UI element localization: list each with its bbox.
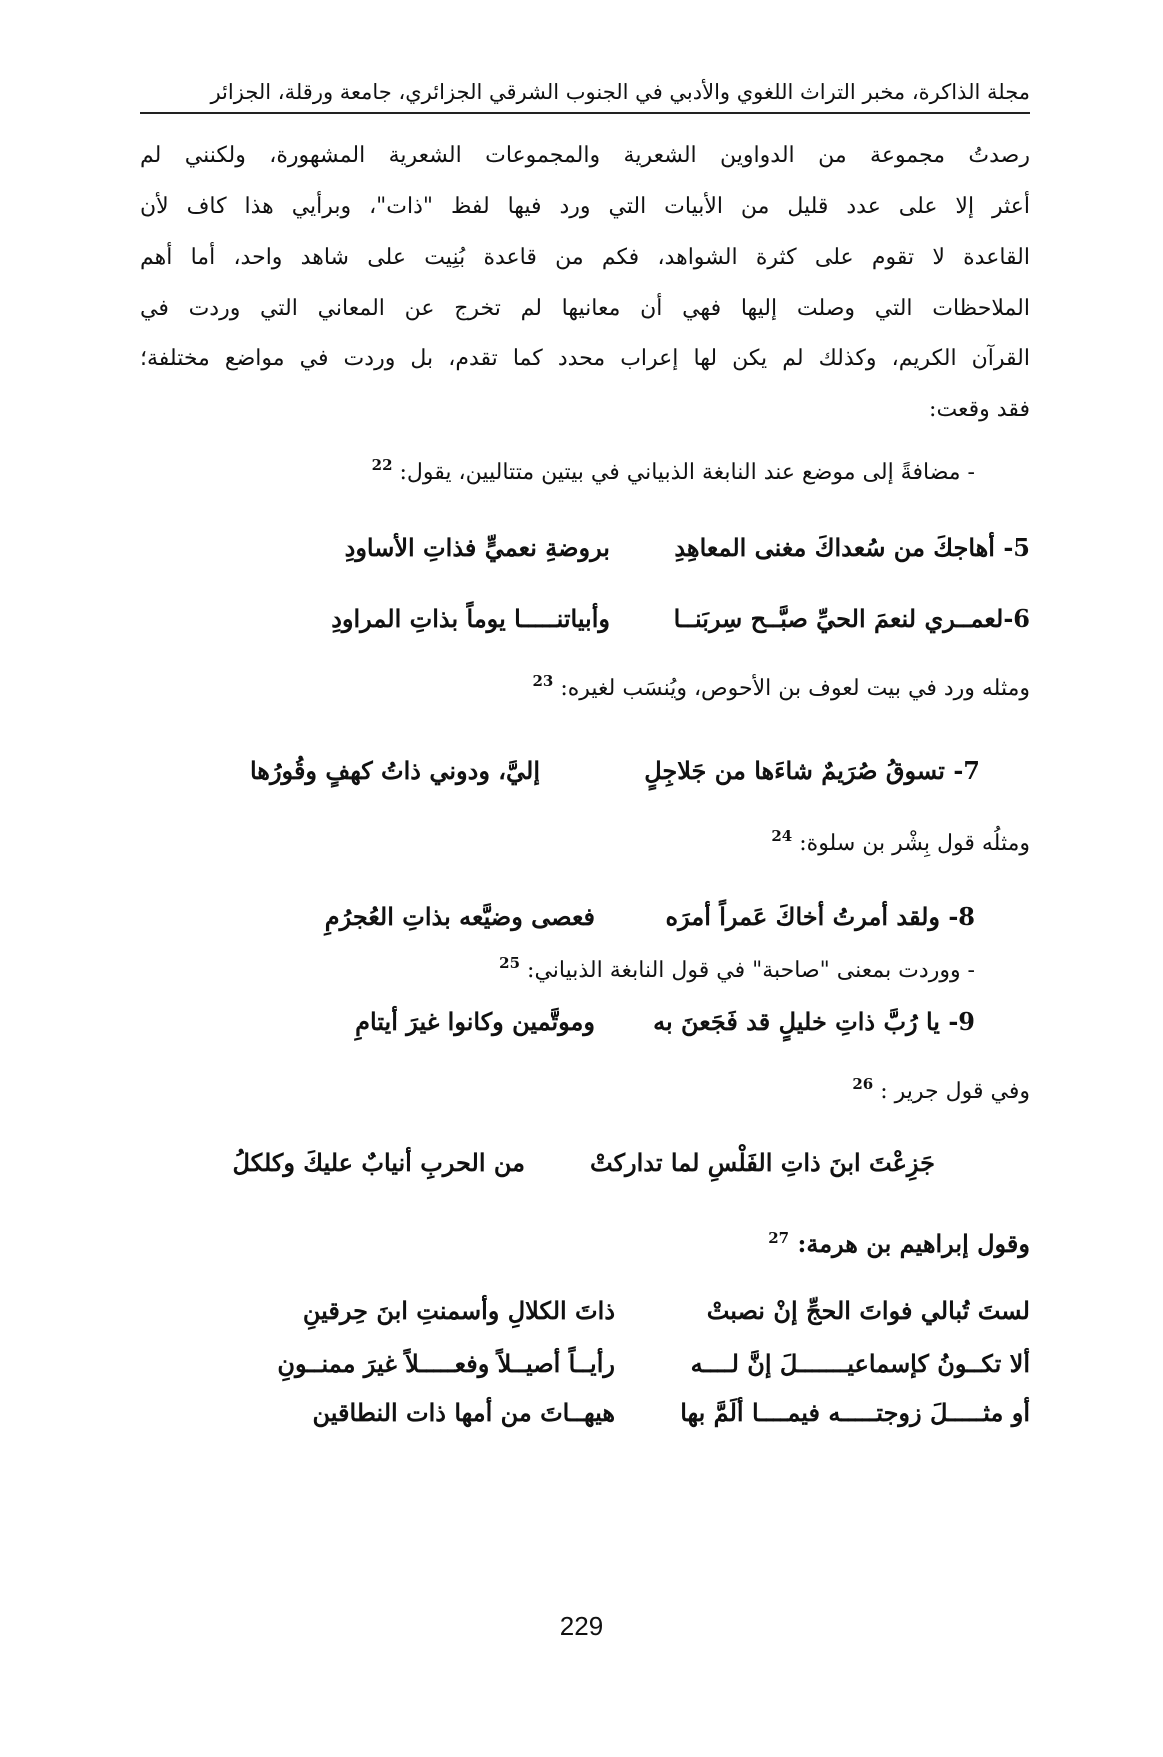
list-item-idafa: [140, 456, 1030, 490]
paragraph-line: القرآن الكريم، وكذلك لم يكن لها إعراب محدد كما تقدم، بل وردت في مواضع مختلفة؛: [140, 346, 1030, 371]
footnote-marker: 22: [371, 456, 393, 474]
verse-second-hemistich: رأيــاً أصيــلاً وفعـــــلاً غيرَ ممنــونِ: [277, 1349, 615, 1378]
line-text: وفي قول جرير :: [880, 1079, 1030, 1104]
list-item-sahiba: [140, 954, 1030, 988]
verse-first-hemistich: 9- يا رُبَّ ذاتِ خليلٍ قد فَجَعنَ به: [653, 1007, 975, 1036]
line-jarir: [140, 1075, 1030, 1109]
footnote-marker: 26: [852, 1075, 874, 1093]
header-rule: [140, 112, 1030, 114]
verse-second-hemistich: بروضةِ نعميٍّ فذاتِ الأساودِ: [344, 533, 610, 562]
verse-first-hemistich: 8- ولقد أمرتُ أخاكَ عَمراً أمرَه: [665, 902, 975, 931]
paragraph-line: أعثر إلا على عدد قليل من الأبيات التي ورد فيها لفظ "ذات"، وبرأيي هذا كاف لأن: [140, 194, 1030, 219]
list-item-text: - ووردت بمعنى "صاحبة" في قول النابغة الذبياني:: [527, 958, 975, 983]
footnote-marker: 25: [499, 954, 521, 972]
verse-second-hemistich: فعصى وضيَّعه بذاتِ العُجرُمِ: [324, 902, 595, 931]
paragraph-line: الملاحظات التي وصلت إليها فهي أن معانيها لم تخرج عن المعاني التي وردت في: [140, 296, 1030, 321]
line-text: ومثلُه قول بِشْر بن سلوة:: [799, 831, 1030, 856]
verse-first-hemistich: جَزِعْتَ ابنَ ذاتِ الفَلْسِ لما تداركتْ: [590, 1148, 935, 1177]
verse-second-hemistich: وموتَّمين وكانوا غيرَ أيتامِ: [355, 1007, 595, 1036]
verse-first-hemistich: ألا تكــونُ كإسماعيـــــــلَ إنَّ لــــه: [690, 1349, 1030, 1378]
verse-second-hemistich: هيهــاتَ من أمها ذات النطاقين: [312, 1398, 615, 1427]
line-text: ومثله ورد في بيت لعوف بن الأحوص، ويُنسَب لغيره:: [560, 676, 1030, 701]
page-number: 229: [559, 1611, 604, 1641]
line-bishr: [140, 827, 1030, 861]
verse-first-hemistich: لستَ تُبالي فواتَ الحجِّ إنْ نصبتْ: [706, 1296, 1030, 1325]
verse-second-hemistich: وأبياتنـــــا يوماً بذاتِ المراودِ: [331, 604, 610, 633]
verse-first-hemistich: 7- تسوقُ صُرَيمٌ شاءَها من جَلاجِلٍ: [644, 756, 980, 785]
paragraph-line: القاعدة لا تقوم على كثرة الشواهد، فكم من قاعدة بُنِيت على شاهد واحد، أما أهم: [140, 245, 1030, 270]
verse-first-hemistich: أو مثـــــلَ زوجتـــــه فيمــــا ألَمَّ بها: [680, 1398, 1030, 1427]
line-ibrahim: [140, 1227, 1030, 1261]
paragraph-line: فقد وقعت:: [929, 397, 1030, 422]
line-awf: [140, 672, 1030, 706]
footnote-marker: 27: [768, 1229, 790, 1247]
paragraph-line: رصدتُ مجموعة من الدواوين الشعرية والمجموعات الشعرية المشهورة، ولكنني لم: [140, 143, 1030, 168]
verse-second-hemistich: إليَّ، ودوني ذاتُ كهفٍ وقُورُها: [249, 756, 540, 785]
verse-first-hemistich: 5- أهاجكَ من سُعداكَ مغنى المعاهِدِ: [674, 533, 1030, 562]
running-header: مجلة الذاكرة، مخبر التراث اللغوي والأدبي في الجنوب الشرقي الجزائري، جامعة ورقلة، الجزائر: [210, 80, 1030, 104]
line-text: وقول إبراهيم بن هرمة:: [797, 1229, 1030, 1258]
verse-first-hemistich: 6-لعمــري لنعمَ الحيِّ صبَّــح سِربَنــا: [673, 604, 1030, 633]
footnote-marker: 23: [532, 672, 554, 690]
verse-second-hemistich: من الحربِ أنيابٌ عليكَ وكلكلُ: [232, 1148, 525, 1177]
verse-second-hemistich: ذاتَ الكلالِ وأسمنتِ ابنَ حِرقينِ: [302, 1296, 615, 1325]
footnote-marker: 24: [771, 827, 793, 845]
list-item-text: - مضافةً إلى موضع عند النابغة الذبياني في بيتين متتاليين، يقول:: [399, 460, 975, 485]
